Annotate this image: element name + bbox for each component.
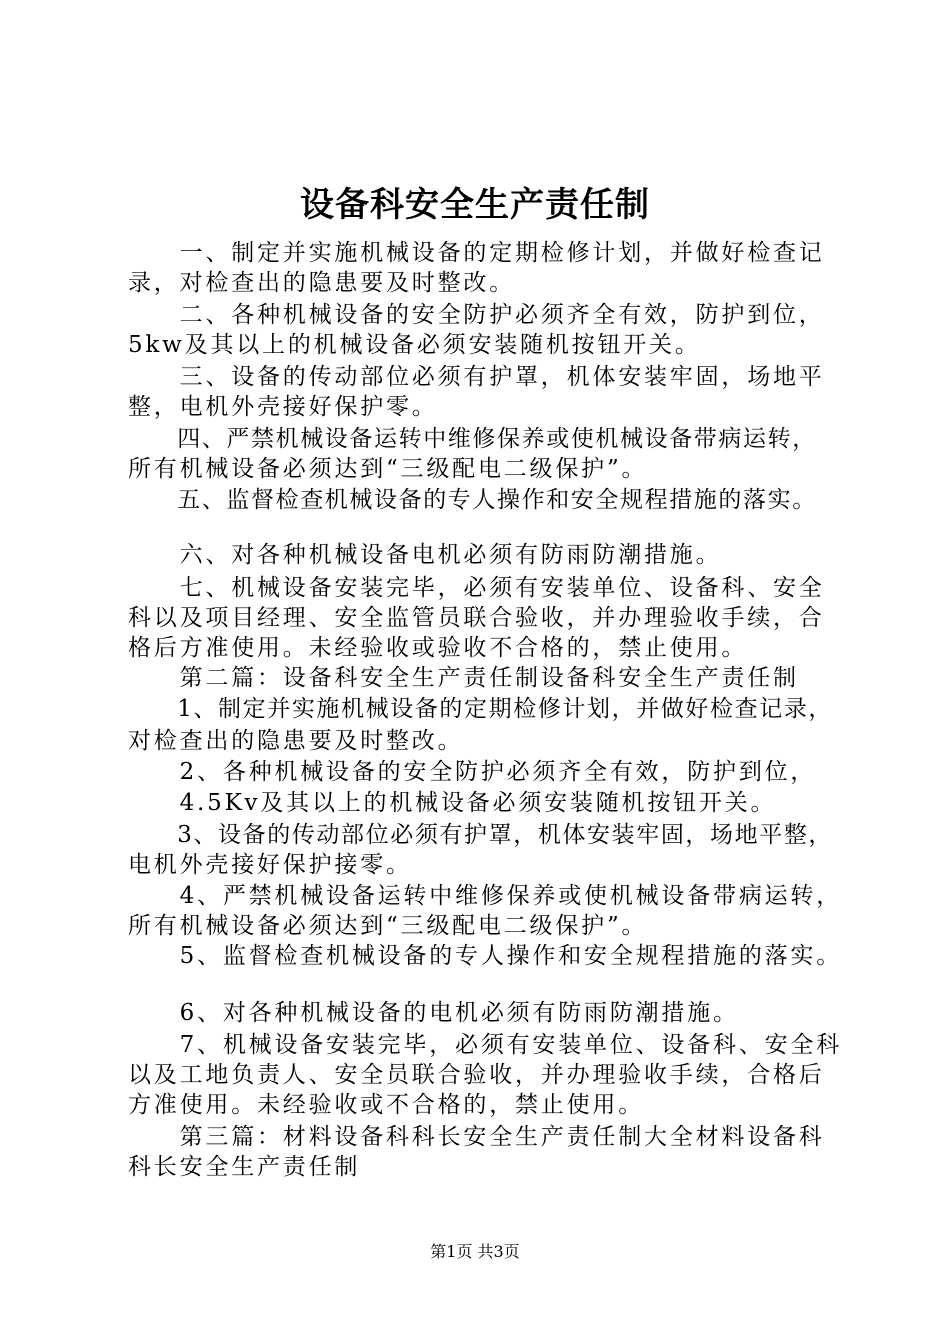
- body-line: 5、监督检查机械设备的专人操作和安全规程措施的落实。: [128, 943, 843, 969]
- body-line: 所有机械设备必须达到“三级配电二级保护”。: [128, 913, 648, 939]
- body-line: 3、设备的传动部位必须有护罩，机体安装牢固，场地平整，: [128, 822, 834, 848]
- body-line: 格后方准使用。未经验收或验收不合格的，禁止使用。: [128, 635, 748, 661]
- body-line: 2、各种机械设备的安全防护必须齐全有效，防护到位，: [128, 759, 817, 785]
- body-line: 二、各种机械设备的安全防护必须齐全有效，防护到位，: [128, 302, 825, 328]
- body-line: 五、监督检查机械设备的专人操作和安全规程措施的落实。: [128, 487, 817, 513]
- body-line: 方准使用。未经验收或不合格的，禁止使用。: [128, 1092, 644, 1118]
- body-line: 6、对各种机械设备的电机必须有防雨防潮措施。: [128, 1000, 739, 1026]
- body-line: 电机外壳接好保护接零。: [128, 852, 412, 878]
- body-line: 所有机械设备必须达到“三级配电二级保护”。: [128, 456, 648, 482]
- page-number: 第1页 共3页: [430, 1242, 520, 1261]
- body-line: 七、机械设备安装完毕，必须有安装单位、设备科、安全: [128, 575, 825, 601]
- body-line: 7、机械设备安装完毕，必须有安装单位、设备科、安全科: [128, 1032, 843, 1058]
- body-line: 六、对各种机械设备电机必须有防雨防潮措施。: [128, 542, 722, 568]
- body-line: 一、制定并实施机械设备的定期检修计划，并做好检查记: [128, 240, 825, 266]
- body-line: 5kw及其以上的机械设备必须安装随机按钮开关。: [128, 332, 701, 358]
- body-line: 科长安全生产责任制: [128, 1154, 361, 1180]
- body-line: 以及工地负责人、安全员联合验收，并办理验收手续，合格后: [128, 1062, 825, 1088]
- body-line: 4、严禁机械设备运转中维修保养或使机械设备带病运转，: [128, 883, 843, 909]
- body-line: 四、严禁机械设备运转中维修保养或使机械设备带病运转，: [128, 426, 817, 452]
- body-line: 4.5Kv及其以上的机械设备必须安装随机按钮开关。: [128, 790, 777, 816]
- section-heading: 第二篇：设备科安全生产责任制设备科安全生产责任制: [128, 665, 799, 691]
- body-line: 整，电机外壳接好保护零。: [128, 394, 438, 420]
- body-line: 三、设备的传动部位必须有护罩，机体安装牢固，场地平: [128, 364, 825, 390]
- body-line: 录，对检查出的隐患要及时整改。: [128, 270, 515, 296]
- body-line: 科以及项目经理、安全监管员联合验收，并办理验收手续，合: [128, 605, 825, 631]
- section-heading: 第三篇：材料设备科科长安全生产责任制大全材料设备科: [128, 1124, 825, 1150]
- document-title: 设备科安全生产责任制: [300, 185, 650, 225]
- body-line: 1、制定并实施机械设备的定期检修计划，并做好检查记录，: [128, 696, 834, 722]
- body-line: 对检查出的隐患要及时整改。: [128, 728, 464, 754]
